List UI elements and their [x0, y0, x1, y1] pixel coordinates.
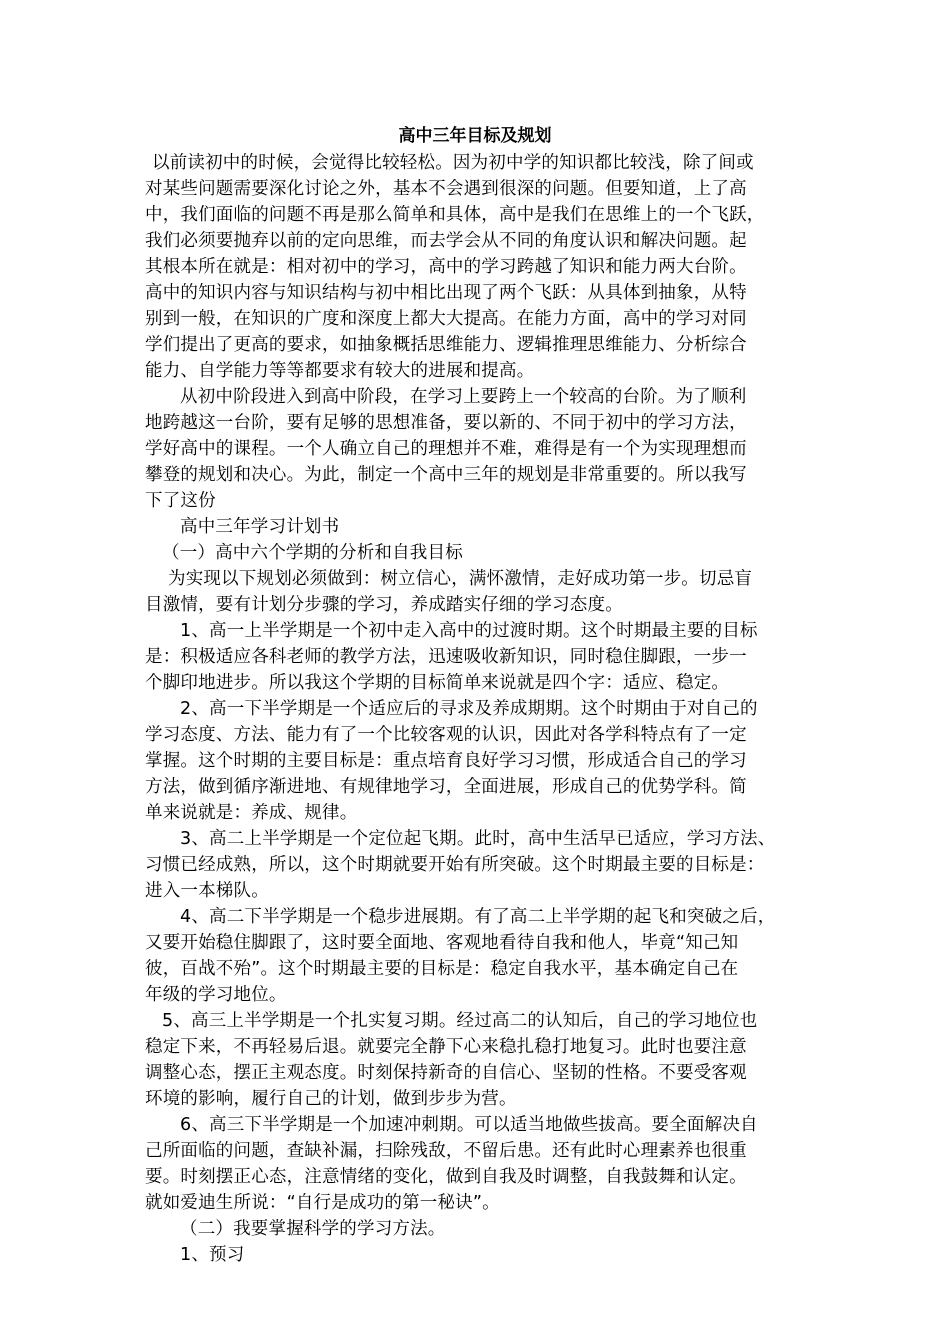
text-line: 3、高二上半学期是一个定位起飞期。此时，高中生活早已适应，学习方法、: [180, 829, 776, 849]
text-line: 4、高二下半学期是一个稳步进展期。有了高二上半学期的起飞和突破之后，: [180, 907, 776, 927]
text-line: 学习态度、方法、能力有了一个比较客观的认识，因此对各学科特点有了一定: [145, 725, 747, 745]
text-line: 进入一本梯队。: [145, 881, 269, 901]
text-line: 能力、自学能力等等都要求有较大的进展和提高。: [145, 361, 535, 381]
text-line: 攀登的规划和决心。为此，制定一个高中三年的规划是非常重要的。所以我写: [145, 465, 747, 485]
section-heading: （二）我要掌握科学的学习方法。: [180, 1219, 446, 1239]
text-line: 从初中阶段进入到高中阶段，在学习上要跨上一个较高的台阶。为了顺利: [180, 387, 747, 407]
text-line: 地跨越这一台阶，要有足够的思想准备，要以新的、不同于初中的学习方法，: [145, 413, 747, 433]
text-line: 我们必须要抛弃以前的定向思维，而去学会从不同的角度认识和解决问题。起: [145, 231, 747, 251]
text-line: 1、高一上半学期是一个初中走入高中的过渡时期。这个时期最主要的目标: [180, 621, 758, 641]
text-line: 5、高三上半学期是一个扎实复习期。经过高二的认知后，自己的学习地位也: [162, 1011, 758, 1031]
text-line: 下了这份: [145, 491, 216, 511]
text-line: 以前读初中的时候，会觉得比较轻松。因为初中学的知识都比较浅，除了间或: [152, 153, 754, 173]
text-line: 方法，做到循序渐进地、有规律地学习，全面进展，形成自己的优势学科。简: [145, 777, 747, 797]
text-line: 学们提出了更高的要求，如抽象概括思维能力、逻辑推理思维能力、分析综合: [145, 335, 747, 355]
document-title: 高中三年目标及规划: [398, 126, 552, 146]
text-line: 其根本所在就是：相对初中的学习，高中的学习跨越了知识和能力两大台阶。: [145, 257, 747, 277]
text-line: 对某些问题需要深化讨论之外，基本不会遇到很深的问题。但要知道，上了高: [145, 179, 747, 199]
text-line: 6、高三下半学期是一个加速冲刺期。可以适当地做些拔高。要全面解决自: [180, 1115, 758, 1135]
text-line: 要。时刻摆正心态，注意情绪的变化，做到自我及时调整，自我鼓舞和认定。: [145, 1167, 747, 1187]
text-line: 调整心态，摆正主观态度。时刻保持新奇的自信心、坚韧的性格。不要受客观: [145, 1063, 747, 1083]
text-line: 单来说就是：养成、规律。: [145, 803, 358, 823]
text-line: 个脚印地进步。所以我这个学期的目标简单来说就是四个字：适应、稳定。: [145, 673, 730, 693]
text-line: 己所面临的问题，查缺补漏，扫除残敌，不留后患。还有此时心理素养也很重: [145, 1141, 747, 1161]
text-line: 为实现以下规划必须做到：树立信心，满怀激情，走好成功第一步。切忌盲: [168, 569, 753, 589]
text-line: 高中的知识内容与知识结构与初中相比出现了两个飞跃：从具体到抽象，从特: [145, 283, 747, 303]
text-line: 彼，百战不殆”。这个时期最主要的目标是：稳定自我水平，基本确定自己在: [145, 959, 739, 979]
text-line: 年级的学习地位。: [145, 985, 287, 1005]
text-line: 学好高中的课程。一个人确立自己的理想并不难，难得是有一个为实现理想而: [145, 439, 747, 459]
text-line: 又要开始稳住脚跟了，这时要全面地、客观地看待自我和他人，毕竟“知己知: [145, 933, 739, 953]
text-line: 掌握。这个时期的主要目标是：重点培育良好学习习惯，形成适合自己的学习: [145, 751, 747, 771]
section-heading: 高中三年学习计划书: [180, 517, 340, 537]
text-line: 稳定下来，不再轻易后退。就要完全静下心来稳扎稳打地复习。此时也要注意: [145, 1037, 747, 1057]
text-line: 习惯已经成熟，所以，这个时期就要开始有所突破。这个时期最主要的目标是：: [145, 855, 765, 875]
text-line: 环境的影响，履行自己的计划，做到步步为营。: [145, 1089, 517, 1109]
text-line: 就如爱迪生所说：“自行是成功的第一秘诀”。: [145, 1193, 500, 1213]
text-line: 别到一般，在知识的广度和深度上都大大提高。在能力方面，高中的学习对同: [145, 309, 747, 329]
text-line: 中，我们面临的问题不再是那么简单和具体，高中是我们在思维上的一个飞跃，: [145, 205, 765, 225]
section-heading: 1、预习: [180, 1245, 245, 1265]
section-heading: （一）高中六个学期的分析和自我目标: [162, 543, 463, 563]
text-line: 2、高一下半学期是一个适应后的寻求及养成期期。这个时期由于对自己的: [180, 699, 758, 719]
text-line: 是：积极适应各科老师的教学方法，迅速吸收新知识，同时稳住脚跟，一步一: [145, 647, 747, 667]
text-line: 目激情，要有计划分步骤的学习，养成踏实仔细的学习态度。: [145, 595, 623, 615]
